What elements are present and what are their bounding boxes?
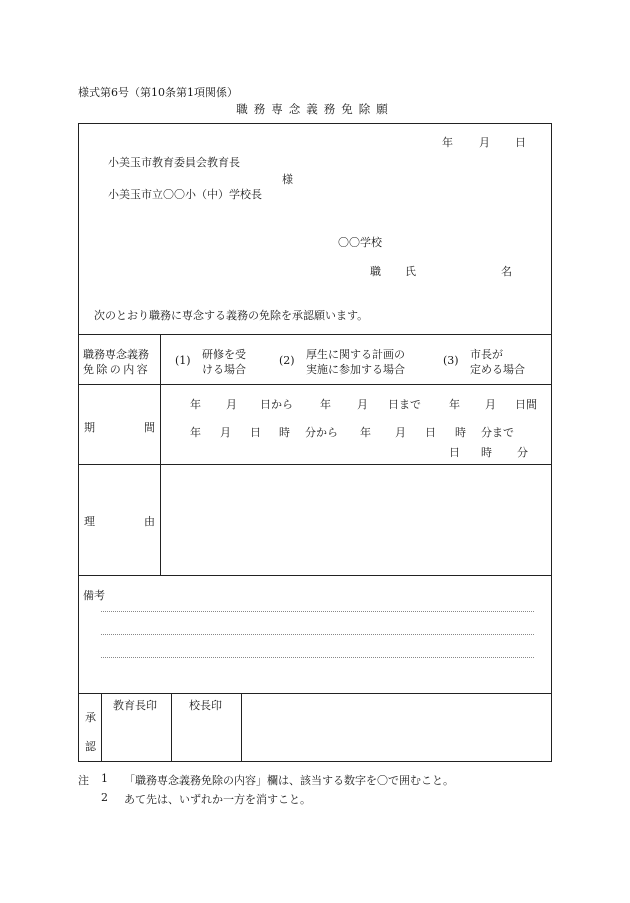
remarks-line-3	[101, 657, 534, 658]
approval-label-divider	[101, 693, 102, 762]
period-r2-hour: 時	[279, 426, 290, 439]
period-r1-month: 月	[226, 398, 237, 411]
period-r1-year: 年	[190, 398, 201, 411]
addressee-superintendent: 小美玉市教育委員会教育長	[108, 156, 240, 169]
label-column-divider	[160, 334, 161, 575]
approval-seal-divider-1	[171, 693, 172, 762]
period-r2-year-2: 年	[360, 426, 371, 439]
note-1-text: 「職務専念義務免除の内容」欄は、該当する数字を〇で囲むこと。	[124, 774, 454, 787]
applicant-school: 〇〇学校	[338, 236, 382, 249]
option-3-line-1: 市長が	[470, 348, 503, 361]
period-r1-until: 日まで	[388, 398, 421, 411]
applicant-name-label-1: 氏	[405, 265, 416, 278]
remarks-line-1	[101, 611, 534, 612]
divider-period-reason	[78, 464, 552, 465]
option-1-line-1: 研修を受	[202, 348, 246, 361]
period-r2-month-2: 月	[395, 426, 406, 439]
period-r1-days: 日間	[515, 398, 537, 411]
addressee-honorific: 様	[282, 173, 293, 186]
content-label-2: 免除の内容	[83, 363, 150, 376]
date-day: 日	[515, 136, 526, 149]
superintendent-seal: 教育長印	[113, 699, 157, 712]
content-label-1: 職務専念義務	[83, 348, 149, 361]
option-3-number: (3)	[443, 354, 459, 367]
period-r2-until: 分まで	[481, 426, 514, 439]
note-prefix: 注	[78, 774, 89, 787]
divider-remarks-approval	[78, 693, 552, 694]
period-label-2: 間	[144, 421, 155, 434]
divider-content-period	[78, 384, 552, 385]
principal-seal: 校長印	[189, 699, 222, 712]
option-2-line-2: 実施に参加する場合	[306, 363, 405, 376]
note-1-number: 1	[101, 772, 108, 785]
period-label-1: 期	[84, 421, 95, 434]
option-2-number: (2)	[279, 354, 295, 367]
period-r1-year-3: 年	[449, 398, 460, 411]
reason-label-2: 由	[144, 515, 155, 528]
option-1-number: (1)	[175, 354, 191, 367]
addressee-principal: 小美玉市立〇〇小（中）学校長	[108, 188, 262, 201]
remarks-label: 備考	[83, 589, 105, 602]
period-r2-day: 日	[250, 426, 261, 439]
reason-label-1: 理	[84, 515, 95, 528]
period-r2-month: 月	[220, 426, 231, 439]
divider-reason-remarks	[78, 575, 552, 576]
period-r1-month-3: 月	[485, 398, 496, 411]
applicant-name-label-2: 名	[501, 265, 512, 278]
approval-label-1: 承	[85, 711, 96, 724]
form-frame	[78, 123, 552, 762]
period-r3-minute: 分	[517, 446, 528, 459]
option-1-line-2: ける場合	[202, 363, 246, 376]
divider-header-content	[78, 334, 552, 335]
option-2-line-1: 厚生に関する計画の	[306, 348, 405, 361]
approval-label-2: 認	[85, 740, 96, 753]
period-r3-hour: 時	[481, 446, 492, 459]
period-r1-month-2: 月	[357, 398, 368, 411]
approval-seal-divider-2	[241, 693, 242, 762]
date-month: 月	[479, 136, 490, 149]
remarks-line-2	[101, 634, 534, 635]
date-year: 年	[442, 136, 453, 149]
period-r2-hour-2: 時	[455, 426, 466, 439]
form-title: 職務専念義務免除願	[236, 102, 394, 116]
period-r1-year-2: 年	[320, 398, 331, 411]
period-r2-from: 分から	[305, 426, 338, 439]
note-2-text: あて先は、いずれか一方を消すこと。	[124, 793, 311, 806]
period-r2-day-2: 日	[425, 426, 436, 439]
period-r1-from: 日から	[260, 398, 293, 411]
request-text: 次のとおり職務に専念する義務の免除を承認願います。	[94, 309, 369, 322]
note-2-number: 2	[101, 791, 108, 804]
period-r2-year: 年	[190, 426, 201, 439]
form-number: 様式第6号（第10条第1項関係）	[78, 86, 238, 99]
option-3-line-2: 定める場合	[470, 363, 525, 376]
period-r3-day: 日	[449, 446, 460, 459]
applicant-position: 職	[370, 265, 381, 278]
